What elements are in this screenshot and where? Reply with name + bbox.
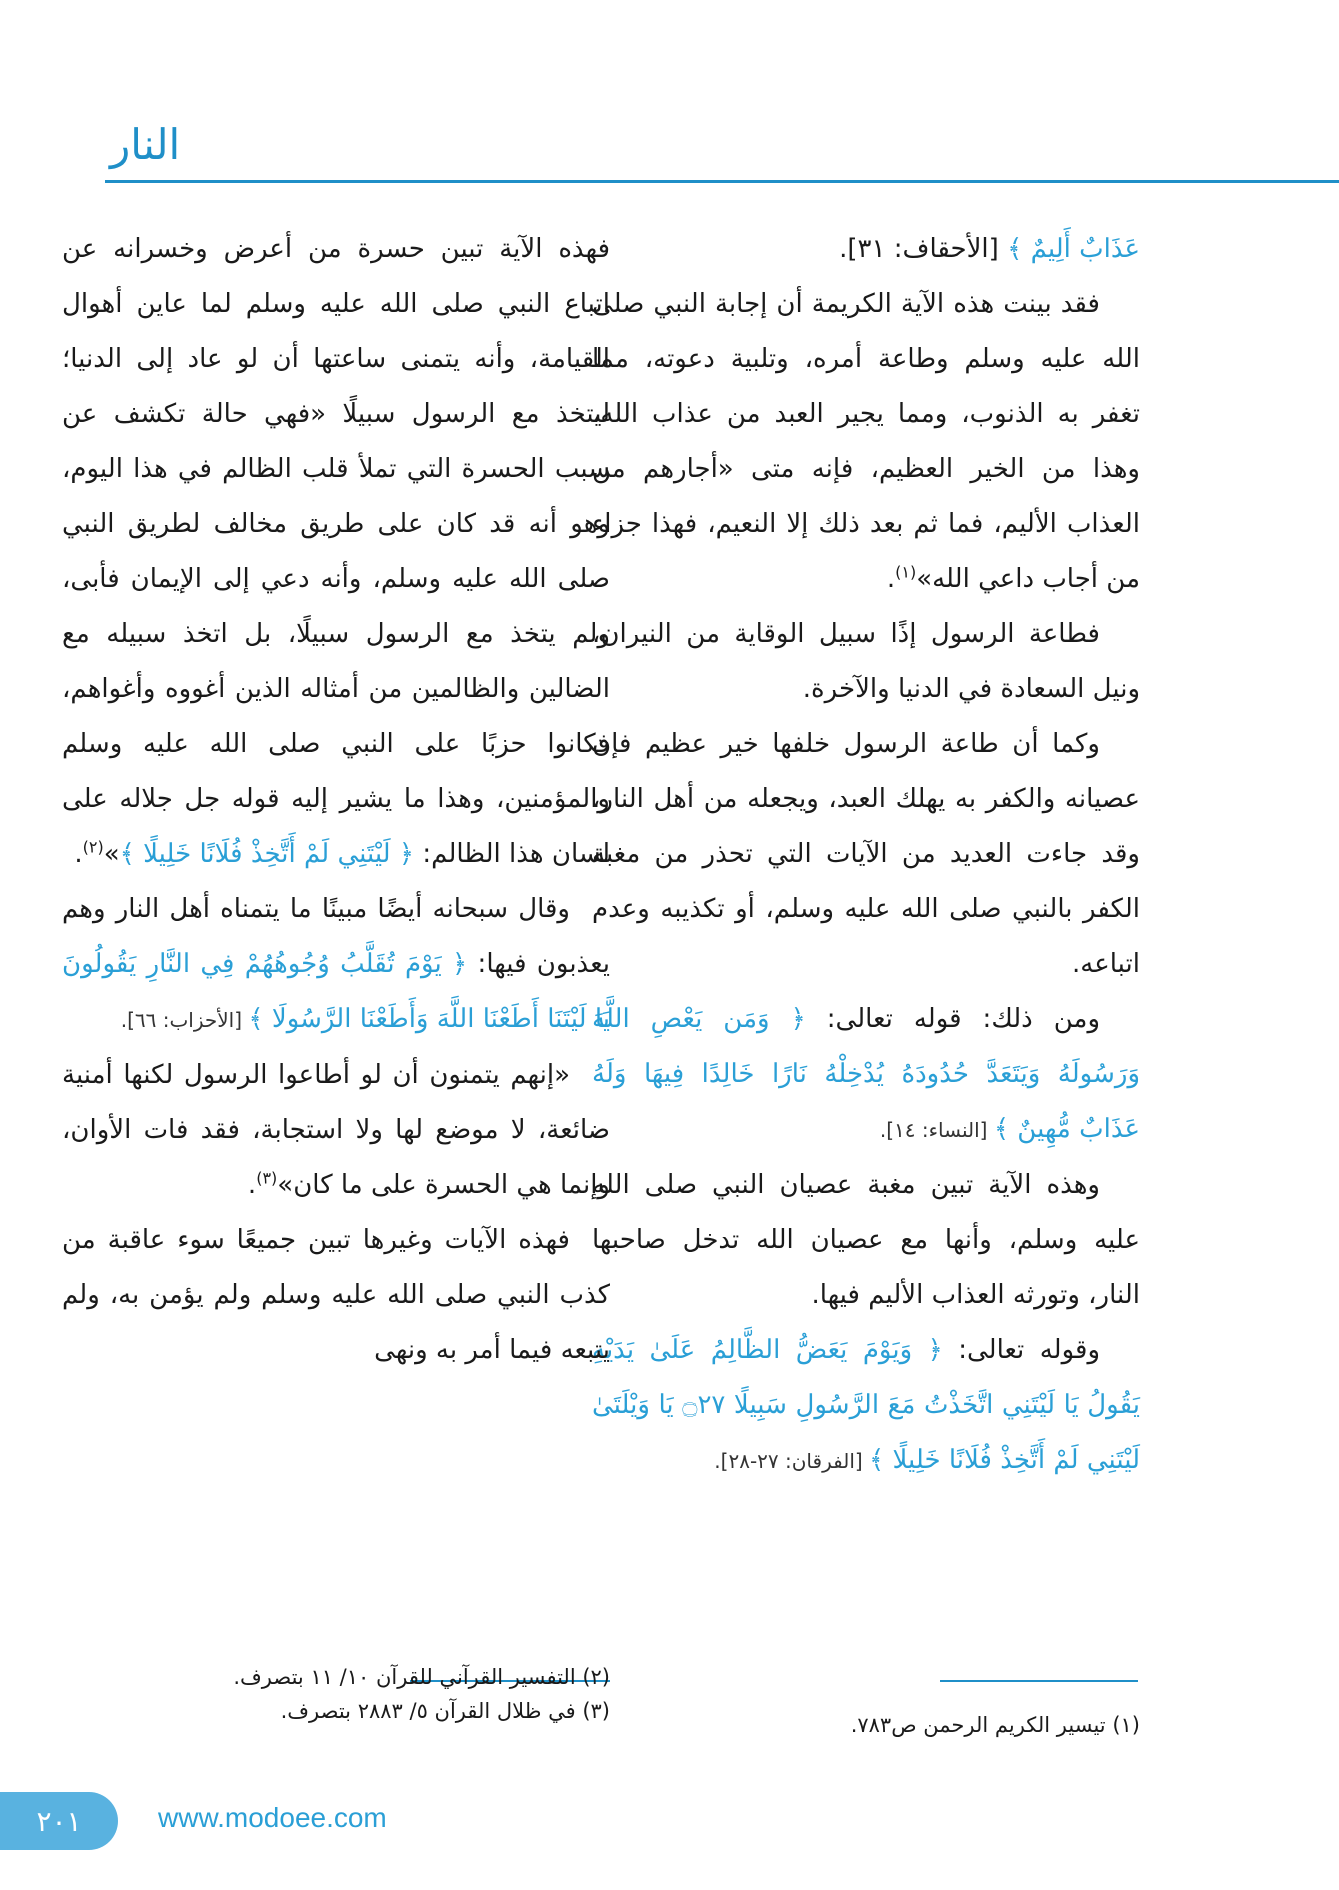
right-column — [592, 222, 1140, 1489]
paragraph-text: وهذه الآية تبين مغبة عصيان النبي صلى الله عليه وسلم، وأنها مع عصيان الله تدخل صاحبها النار، وتورثه العذاب الأليم فيها. — [592, 1170, 1140, 1310]
paragraph-text: فطاعة الرسول إذًا سبيل الوقاية من النيران، ونيل السعادة في الدنيا والآخرة. — [592, 619, 1140, 704]
right-paragraph — [592, 992, 1140, 1158]
footnotes-left — [62, 1660, 610, 1728]
quran-verse: ﴿ يَوْمَ تُقَلَّبُ وُجُوهُهُمْ فِي النَّارِ يَقُولُونَ يَا لَيْتَنَا أَطَعْنَا اللَّهَ وَأَطَعْنَا الرَّسُولَا ﴾ — [62, 949, 610, 1034]
quran-verse: عَذَابٌ أَلِيمٌ ﴾ — [1007, 234, 1140, 264]
quran-verse: ﴿ وَمَن يَعْصِ اللَّهَ وَرَسُولَهُ وَيَتَعَدَّ حُدُودَهُ يُدْخِلْهُ نَارًا خَالِدًا فِيهَا وَلَهُ عَذَابٌ مُّهِينٌ ﴾ — [592, 1004, 1140, 1144]
website-link[interactable]: www.modoee.com — [158, 1802, 387, 1833]
paragraph-text: [الأحقاف: ٣١]. — [839, 234, 1008, 264]
quran-verse: ﴿ وَيَوْمَ يَعَضُّ الظَّالِمُ عَلَىٰ يَدَيْهِ يَقُولُ يَا لَيْتَنِي اتَّخَذْتُ مَعَ الرَّسُولِ سَبِيلًا ۝٢٧ يَا وَيْلَتَىٰ لَيْتَنِي لَمْ أَتَّخِذْ فُلَانًا خَلِيلًا ﴾ — [592, 1335, 1141, 1475]
footnote-marker: (٢) — [82, 837, 104, 857]
verse-reference: [الفرقان: ٢٧-٢٨]. — [714, 1449, 870, 1473]
right-paragraph — [592, 607, 1140, 717]
paragraph-text: «إنهم يتمنون أن لو أطاعوا الرسول لكنها أمنية ضائعة، لا موضع لها ولا استجابة، فقد فات الأوان، وإنما هي الحسرة على ما كان» — [62, 1060, 610, 1200]
paragraph-text: فهذه الآيات وغيرها تبين جميعًا سوء عاقبة من كذب النبي صلى الله عليه وسلم ولم يؤمن به، ولم يتبعه فيما أمر به ونهى — [62, 1225, 610, 1365]
footnote-1: (١) تيسير الكريم الرحمن ص٧٨٣. — [850, 1713, 1140, 1737]
footnote-rule-right — [940, 1680, 1138, 1682]
paragraph-text: وقوله تعالى: — [942, 1335, 1100, 1365]
right-paragraph — [592, 277, 1140, 607]
paragraph-text: وقال سبحانه أيضًا مبينًا ما يتمناه أهل النار وهم يعذبون فيها: — [62, 894, 610, 979]
left-paragraph — [62, 1213, 610, 1378]
right-paragraph — [592, 1323, 1140, 1489]
right-paragraph — [592, 717, 1140, 992]
punctuation: . — [886, 564, 896, 594]
header-rule — [105, 180, 1339, 183]
punctuation: . — [74, 839, 83, 869]
paragraph-text: ومن ذلك: قوله تعالى: — [805, 1004, 1100, 1034]
verse-reference: [النساء: ١٤]. — [879, 1118, 994, 1142]
left-paragraph — [62, 882, 610, 1048]
paragraph-text: فقد بينت هذه الآية الكريمة أن إجابة النبي صلى الله عليه وسلم وطاعة أمره، وتلبية دعوته، مما تغفر به الذنوب، ومما يجير العبد من عذاب الله، وهذا من الخير العظيم، فإنه متى «أجارهم من العذاب الأليم، فما ثم بعد ذلك إلا النعيم، فهذا جزاء من أجاب داعي الله» — [592, 289, 1140, 594]
right-paragraph — [592, 222, 1140, 277]
footnotes-right — [592, 1708, 1140, 1742]
page-number: ٢٠١ — [36, 1804, 82, 1838]
paragraph-text: وكما أن طاعة الرسول خلفها خير عظيم فإن عصيانه والكفر به يهلك العبد، ويجعله من أهل النار، وقد جاءت العديد من الآيات التي تحذر من مغبة الكفر بالنبي صلى الله عليه وسلم، أو تكذيبه وعدم اتباعه. — [592, 729, 1140, 979]
paragraph-text: فهذه الآية تبين حسرة من أعرض وخسرانه عن اتباع النبي صلى الله عليه وسلم لما عاين أهوال القيامة، وأنه يتمنى ساعتها أن لو عاد إلى الدنيا؛ ليتخذ مع الرسول سبيلًا «فهي حالة تكشف عن سبب الحسرة التي تملأ قلب الظالم في هذا اليوم، وهو أنه قد كان على طريق مخالف لطريق النبي صلى الله عليه وسلم، وأنه دعي إلى الإيمان فأبى، ولم يتخذ مع الرسول سبيلًا، بل اتخذ سبيله مع الضالين والظالمين من أمثاله الذين أغووه وأغواهم، فكانوا حزبًا على النبي صلى الله عليه وسلم والمؤمنين، وهذا ما يشير إليه قوله جل جلاله على لسان هذا الظالم: — [62, 234, 610, 869]
footnote-marker: (٣) — [256, 1168, 278, 1188]
verse-reference: [الأحزاب: ٦٦]. — [120, 1008, 249, 1032]
chapter-title: النار — [110, 120, 181, 169]
left-paragraph — [62, 1048, 610, 1213]
footnote-marker: (١) — [895, 562, 917, 582]
footnote-2: (٢) التفسير القرآني للقرآن ١٠/ ١١ بتصرف. — [233, 1665, 610, 1689]
quran-verse: ﴿ لَيْتَنِي لَمْ أَتَّخِذْ فُلَانًا خَلِيلًا ﴾ — [119, 839, 415, 869]
right-paragraph — [592, 1158, 1140, 1323]
left-column — [62, 222, 610, 1378]
quote-mark: » — [103, 839, 120, 869]
footnote-3: (٣) في ظلال القرآن ٥/ ٢٨٨٣ بتصرف. — [280, 1699, 610, 1723]
punctuation: . — [247, 1170, 257, 1200]
page-number-badge — [0, 1792, 118, 1850]
left-paragraph — [62, 222, 610, 882]
